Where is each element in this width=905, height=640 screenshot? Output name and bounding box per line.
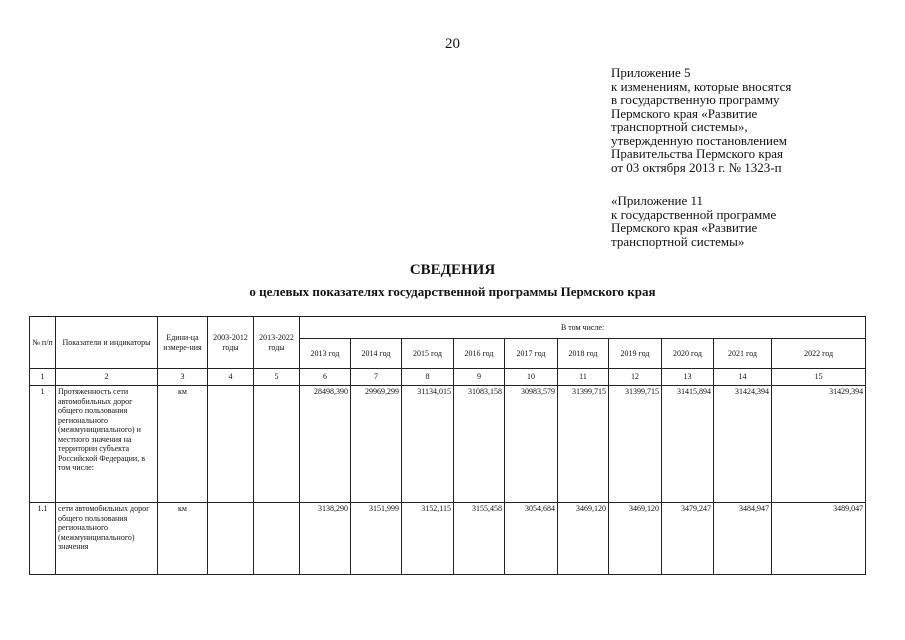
table-row [30,503,866,575]
header-year: 2015 год [402,339,454,369]
value-cell: 3489,047 [772,503,866,575]
value-cell: 31399,715 [609,386,662,503]
header-year: 2018 год [558,339,609,369]
value-cell: 31134,015 [402,386,454,503]
value-cell: 3152,115 [402,503,454,575]
value-cell: 3469,120 [558,503,609,575]
header-indicators: Показатели и индикаторы [56,317,158,369]
header-number: № п/п [30,317,56,369]
appendix-5-line: транспортной системы», [611,119,748,134]
document-subtitle: о целевых показателях государственной программы Пермского края [249,284,656,299]
column-number: 3 [158,369,208,386]
header-period-2013-2022: 2013-2022 годы [254,317,300,369]
indicators-table [29,316,866,575]
value-cell: 31083,158 [454,386,505,503]
header-year: 2021 год [714,339,772,369]
header-including: В том числе: [300,317,866,339]
row-number: 1.1 [30,503,56,575]
appendix-5-line: в государственную программу [611,92,780,107]
appendix-5-heading [611,66,901,174]
value-cell: 3138,290 [300,503,351,575]
header-period-2003-2012: 2003-2012 годы [208,317,254,369]
header-year: 2019 год [609,339,662,369]
column-number: 7 [351,369,402,386]
column-number: 14 [714,369,772,386]
table-header-row [30,317,866,339]
header-year: 2020 год [662,339,714,369]
header-year: 2016 год [454,339,505,369]
header-year: 2022 год [772,339,866,369]
appendix-5-line: к изменениям, которые вносятся [611,78,792,94]
indicator-name: Протяженность сети автомобильных дорог общего пользования регионального (межмуниципального) и местного значения на территории субъекта Российской Федерации, в том числе: [56,386,158,503]
column-number: 9 [454,369,505,386]
value-cell: 28498,390 [300,386,351,503]
unit-cell: км [158,386,208,503]
period-cell [254,386,300,503]
document-title: СВЕДЕНИЯ [409,262,496,278]
header-year: 2014 год [351,339,402,369]
appendix-5-line: Правительства Пермского края [611,146,783,161]
period-cell [208,503,254,575]
column-number: 12 [609,369,662,386]
column-number: 1 [30,369,56,386]
value-cell: 3054,684 [505,503,558,575]
column-number: 11 [558,369,609,386]
appendix-11-line: Пермского края «Развитие [611,220,758,235]
value-cell: 30983,579 [505,386,558,503]
header-year: 2017 год [505,339,558,369]
value-cell: 31424,394 [714,386,772,503]
page-number: 20 [445,36,460,52]
column-number: 8 [402,369,454,386]
appendix-5-line: Приложение 5 [611,65,691,80]
appendix-11-line: транспортной системы» [611,233,745,249]
column-number: 15 [772,369,866,386]
column-number: 10 [505,369,558,386]
value-cell: 3151,999 [351,503,402,575]
period-cell [208,386,254,503]
indicator-name: сети автомобильных дорог общего пользования регионального (межмуниципального) значения [56,503,158,575]
column-number: 5 [254,369,300,386]
value-cell: 3484,947 [714,503,772,575]
appendix-5-line: от 03 октября 2013 г. № 1323-п [611,159,782,175]
appendix-11-line: к государственной программе [611,206,777,222]
column-number: 13 [662,369,714,386]
header-unit: Едини-ца измере-ния [158,317,208,369]
row-number: 1 [30,386,56,503]
header-year: 2013 год [300,339,351,369]
value-cell: 3155,458 [454,503,505,575]
column-numbers-row [30,369,866,386]
value-cell: 31429,394 [772,386,866,503]
appendix-5-line: утвержденную постановлением [611,132,788,148]
value-cell: 3469,120 [609,503,662,575]
period-cell [254,503,300,575]
unit-cell: км [158,503,208,575]
appendix-11-line: «Приложение 11 [611,193,704,208]
column-number: 2 [56,369,158,386]
value-cell: 31399,715 [558,386,609,503]
appendix-11-heading [611,194,901,248]
value-cell: 31415,894 [662,386,714,503]
column-number: 4 [208,369,254,386]
value-cell: 3479,247 [662,503,714,575]
value-cell: 29969,299 [351,386,402,503]
table-row [30,386,866,503]
column-number: 6 [300,369,351,386]
appendix-5-line: Пермского края «Развитие [611,105,758,121]
